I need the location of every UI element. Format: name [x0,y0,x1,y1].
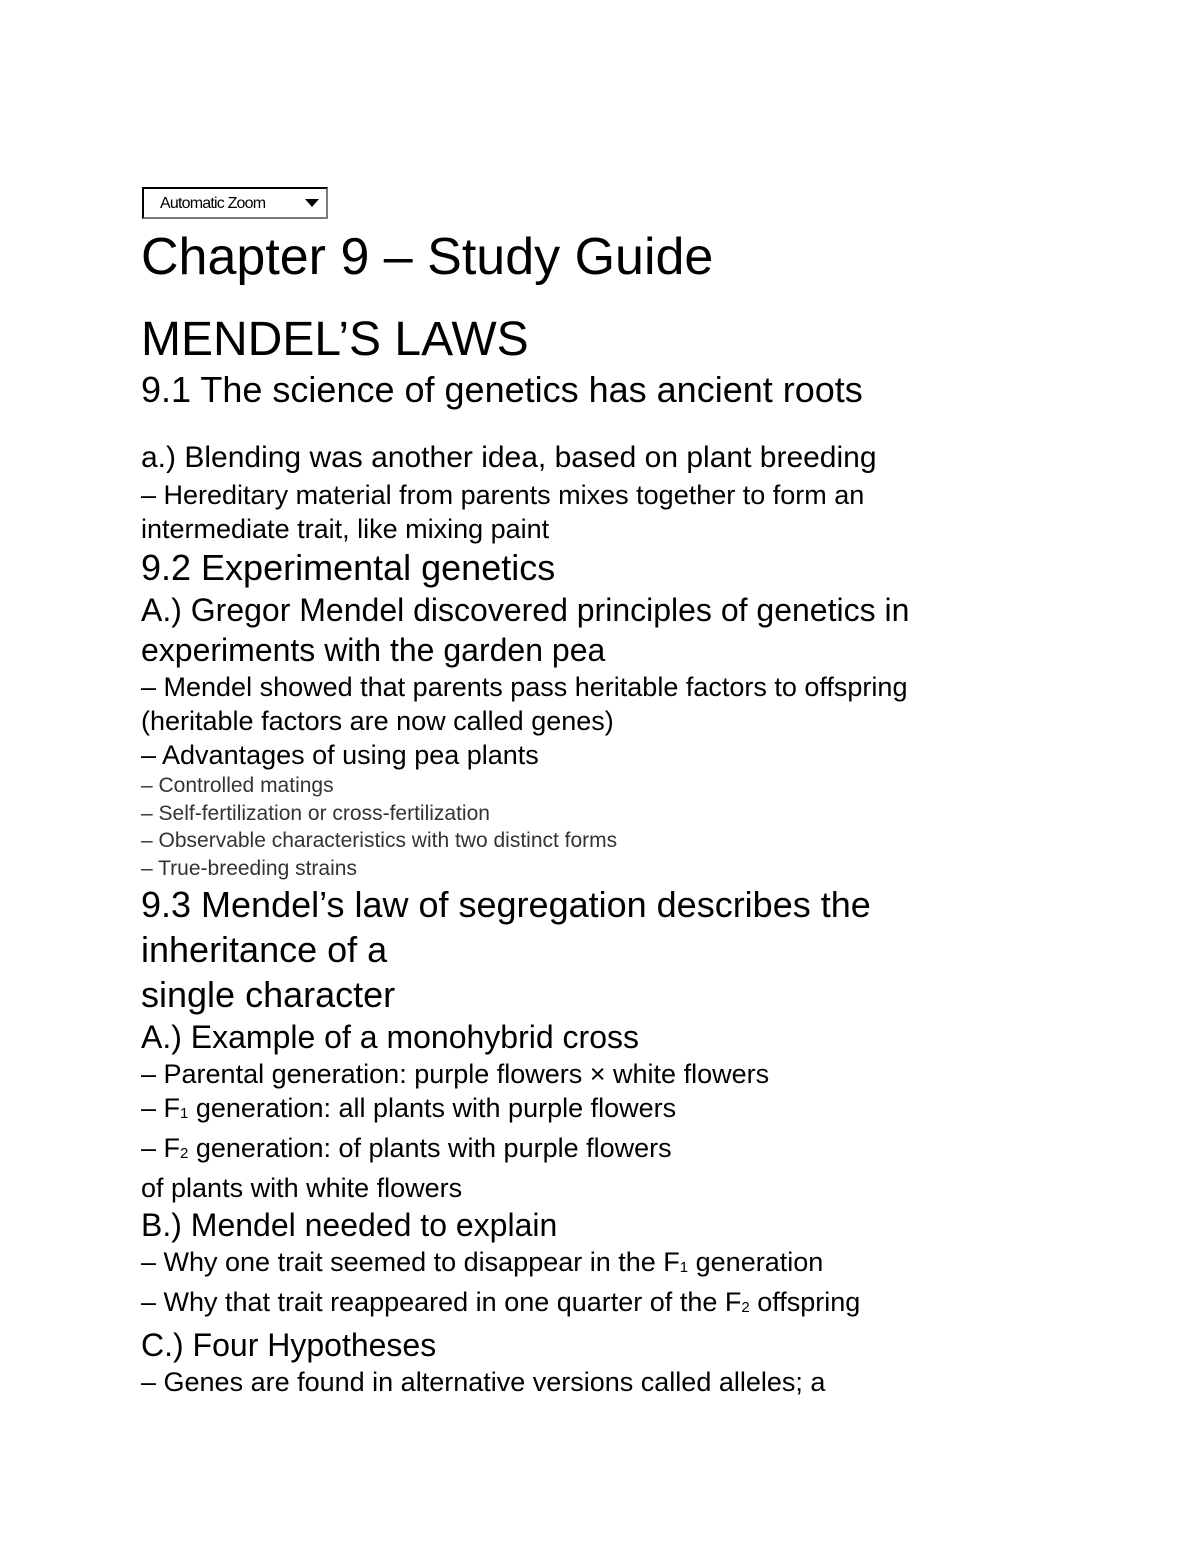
advantage-item: – Self-fertilization or cross-fertilization [141,801,490,825]
item-9-2-b-line2: (heritable factors are now called genes) [141,706,614,736]
hypothesis-alleles: – Genes are found in alternative versions called alleles; a [141,1367,826,1397]
chevron-down-icon[interactable] [302,193,322,213]
parental-generation: – Parental generation: purple flowers × white flowers [141,1059,770,1089]
f2-generation: – F2 generation: of plants with purple flowers [141,1133,672,1163]
f1-generation: – F1 generation: all plants with purple flowers [141,1093,677,1123]
heading-9-2: 9.2 Experimental genetics [141,547,556,588]
f2-generation-line2: of plants with white flowers [141,1173,463,1203]
item-9-2-a-line1: A.) Gregor Mendel discovered principles of genetics in [141,592,910,628]
item-9-2-c: – Advantages of using pea plants [141,740,539,770]
heading-9-3-line3: single character [141,974,396,1015]
item-9-3-b: B.) Mendel needed to explain [141,1207,558,1243]
section-heading: MENDEL’S LAWS [141,313,529,366]
document-title: Chapter 9 – Study Guide [141,228,714,286]
item-9-3-c: C.) Four Hypotheses [141,1327,437,1363]
item-9-1-a-line2: intermediate trait, like mixing paint [141,514,550,544]
heading-9-3-line1: 9.3 Mendel’s law of segregation describes the [141,884,871,925]
heading-9-1: 9.1 The science of genetics has ancient roots [141,369,863,410]
heading-9-3-line2: inheritance of a [141,929,388,970]
item-9-2-a-line2: experiments with the garden pea [141,632,606,668]
document-content [141,226,1041,1399]
advantage-item: – Observable characteristics with two distinct forms [141,829,618,852]
item-9-2-b-line1: – Mendel showed that parents pass heritable factors to offspring [141,672,908,702]
item-9-3-a: A.) Example of a monohybrid cross [141,1019,639,1055]
why-trait-reappear: – Why that trait reappeared in one quarter of the F2 offspring [141,1287,861,1317]
item-9-1-a: a.) Blending was another idea, based on plant breeding [141,441,877,474]
advantage-item: – Controlled matings [141,774,334,797]
item-9-1-a-line1: – Hereditary material from parents mixes together to form an [141,480,865,510]
zoom-select[interactable] [142,187,328,219]
why-trait-disappear: – Why one trait seemed to disappear in the F1 generation [141,1247,824,1277]
zoom-select-value: Automatic Zoom [160,195,266,212]
advantage-item: – True-breeding strains [141,856,357,880]
